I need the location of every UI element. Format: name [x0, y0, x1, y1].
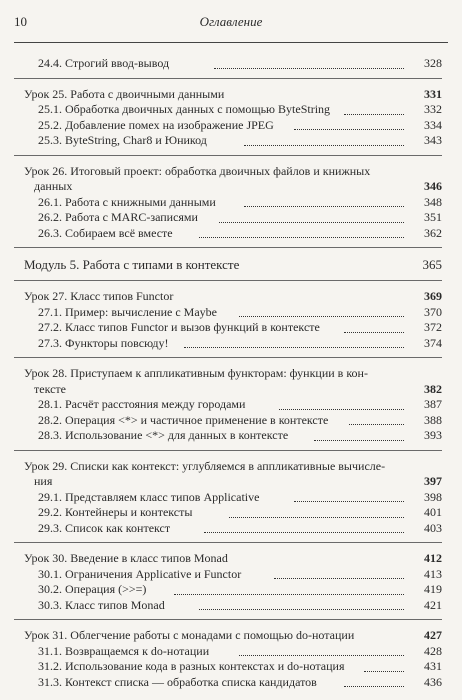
toc-page-number: 403: [424, 520, 442, 535]
dot-leader: [344, 114, 404, 115]
toc-section: [14, 451, 442, 544]
toc-entry-title: 31.2. Использование кода в разных контекстах и do-нотация: [38, 659, 345, 673]
dot-leader: [184, 347, 404, 348]
toc-page-number: 332: [424, 102, 442, 116]
dot-leader: [244, 145, 404, 146]
toc-lesson-row[interactable]: [14, 289, 442, 305]
toc-page-number: 382: [424, 381, 442, 396]
running-title: Оглавление: [199, 14, 263, 29]
toc-page-number: 370: [424, 304, 442, 319]
toc-page-number: 436: [424, 674, 442, 689]
dot-leader: [229, 517, 404, 518]
dot-leader: [239, 655, 404, 656]
toc-entry-title: Урок 29. Списки как контекст: углубляемся в аппликативные вычисле-: [24, 458, 386, 473]
toc-lesson-row[interactable]: [14, 459, 442, 475]
toc-entry-title: 28.1. Расчёт расстояния между городами: [38, 397, 246, 411]
toc-subsection-row[interactable]: [14, 505, 442, 521]
toc-subsection-row[interactable]: [14, 413, 442, 429]
toc-page-number: 374: [424, 335, 442, 350]
toc-page-number: 369: [424, 289, 442, 303]
toc-entry-title: Урок 30. Введение в класс типов Monad: [24, 551, 228, 565]
toc-lesson-row[interactable]: [14, 382, 442, 398]
toc-entry-title: 27.2. Класс типов Functor и вызов функций в контексте: [38, 320, 320, 334]
toc-page-number: 362: [424, 225, 442, 240]
toc-entry-title: 25.3. ByteString, Char8 и Юникод: [38, 133, 207, 147]
toc-page-number: 346: [424, 179, 442, 193]
toc-subsection-row[interactable]: [14, 598, 442, 614]
toc-entry-title: Урок 25. Работа с двоичными данными: [24, 86, 225, 101]
toc-page-number: 331: [424, 86, 442, 101]
dot-leader: [344, 332, 404, 333]
toc-section: [14, 620, 442, 696]
toc-entry-title: 27.1. Пример: вычисление с Maybe: [38, 304, 217, 319]
toc-entry-title: 29.2. Контейнеры и контексты: [38, 505, 193, 519]
toc-section: [14, 358, 442, 451]
dot-leader: [239, 316, 404, 317]
toc-page-number: 431: [424, 659, 442, 673]
toc-entry-title: 31.3. Контекст списка — обработка списка кандидатов: [38, 674, 317, 689]
dot-leader: [174, 594, 404, 595]
toc-page-number: 351: [424, 210, 442, 224]
toc-section: [14, 79, 442, 156]
toc-subsection-row[interactable]: [14, 675, 442, 691]
dot-leader: [314, 440, 404, 441]
toc-page-number: 428: [424, 643, 442, 658]
toc-lesson-row[interactable]: [14, 179, 442, 195]
toc-page-number: 413: [424, 566, 442, 581]
toc-page-number: 397: [424, 474, 442, 488]
toc-lesson-row[interactable]: [14, 164, 442, 180]
dot-leader: [214, 68, 404, 69]
toc-subsection-row[interactable]: [14, 490, 442, 506]
toc-subsection-row[interactable]: [14, 320, 442, 336]
toc-entry-title: 31.1. Возвращаемся к do-нотации: [38, 643, 210, 658]
toc-entry-title: 29.3. Список как контекст: [38, 520, 171, 535]
toc-page-number: 427: [424, 628, 442, 642]
toc-entry-title: 26.1. Работа с книжными данными: [38, 194, 216, 209]
toc-lesson-row[interactable]: [14, 474, 442, 490]
toc-entry-title: тексте: [34, 381, 66, 396]
toc-lesson-row[interactable]: [14, 87, 442, 103]
toc-entry-title: 28.2. Операция <*> и частичное применение в контексте: [38, 412, 329, 427]
toc-entry-title: ния: [34, 474, 53, 488]
toc-subsection-row[interactable]: [14, 133, 442, 149]
toc-entry-title: 30.2. Операция (>>=): [38, 582, 147, 596]
toc-entry-title: 25.1. Обработка двоичных данных с помощью ByteString: [38, 102, 331, 116]
toc-subsection-row[interactable]: [14, 210, 442, 226]
toc-subsection-row[interactable]: [14, 102, 442, 118]
toc-subsection-row[interactable]: [14, 336, 442, 352]
dot-leader: [274, 578, 404, 579]
toc-subsection-row[interactable]: [14, 195, 442, 211]
toc-lesson-row[interactable]: [14, 628, 442, 644]
dot-leader: [294, 501, 404, 502]
dot-leader: [294, 129, 404, 130]
toc-entry-title: 24.4. Строгий ввод-вывод: [38, 56, 170, 70]
toc-entry-title: данных: [34, 179, 73, 193]
toc-section: [14, 248, 442, 281]
dot-leader: [349, 424, 404, 425]
toc-entry-title: Урок 27. Класс типов Functor: [24, 289, 174, 303]
toc-subsection-row[interactable]: [14, 226, 442, 242]
toc-entry-title: Урок 31. Облегчение работы с монадами с помощью do-нотации: [24, 628, 355, 642]
toc-lesson-row[interactable]: [14, 366, 442, 382]
page-number: 10: [14, 14, 27, 29]
toc-page-number: 412: [424, 551, 442, 565]
toc-module-row[interactable]: [14, 256, 442, 274]
toc-subsection-row[interactable]: [14, 567, 442, 583]
toc-subsection-row[interactable]: [14, 305, 442, 321]
toc-entry-title: 28.3. Использование <*> для данных в контексте: [38, 428, 289, 442]
toc-subsection-row[interactable]: [14, 428, 442, 444]
toc-page-number: 348: [424, 194, 442, 209]
toc-entry-title: 26.3. Собираем всё вместе: [38, 225, 173, 240]
dot-leader: [364, 671, 404, 672]
dot-leader: [244, 206, 404, 207]
toc-entry-title: Модуль 5. Работа с типами в контексте: [24, 257, 240, 272]
toc-subsection-row[interactable]: [14, 56, 442, 72]
toc-page-number: 388: [424, 412, 442, 427]
toc-page-number: 328: [424, 56, 442, 70]
toc-section: [14, 281, 442, 358]
toc-entry-title: Урок 28. Приступаем к аппликативным функторам: функции в кон-: [24, 366, 368, 380]
toc-page-number: 387: [424, 397, 442, 411]
toc-subsection-row[interactable]: [14, 659, 442, 675]
toc-entry-title: 30.3. Класс типов Monad: [38, 597, 165, 612]
toc-subsection-row[interactable]: [14, 644, 442, 660]
toc-entry-title: 25.2. Добавление помех на изображение JPEG: [38, 117, 274, 132]
dot-leader: [219, 222, 404, 223]
toc-entry-title: 26.2. Работа с MARC-записями: [38, 210, 198, 224]
toc-entry-title: 29.1. Представляем класс типов Applicative: [38, 489, 260, 504]
toc-page-number: 343: [424, 133, 442, 147]
toc-subsection-row[interactable]: [14, 582, 442, 598]
header-rule: [14, 42, 448, 43]
toc-page-number: 398: [424, 489, 442, 504]
toc-page-number: 421: [424, 597, 442, 612]
toc-subsection-row[interactable]: [14, 521, 442, 537]
toc-entry-title: Урок 26. Итоговый проект: обработка двоичных файлов и книжных: [24, 163, 371, 178]
toc-page-number: 393: [424, 428, 442, 442]
toc-entry-title: 27.3. Функторы повсюду!: [38, 335, 169, 350]
toc-subsection-row[interactable]: [14, 397, 442, 413]
page-header: [0, 14, 462, 44]
toc-page-number: 334: [424, 117, 442, 132]
dot-leader: [199, 609, 404, 610]
toc-section: [14, 543, 442, 620]
dot-leader: [204, 532, 404, 533]
toc-section: [14, 48, 442, 79]
toc-entry-title: 30.1. Ограничения Applicative и Functor: [38, 566, 242, 581]
dot-leader: [344, 686, 404, 687]
toc-page-number: 401: [424, 505, 442, 519]
dot-leader: [199, 237, 404, 238]
table-of-contents: [0, 48, 462, 696]
toc-page-number: 365: [422, 257, 442, 272]
toc-section: [14, 156, 442, 249]
toc-page-number: 419: [424, 582, 442, 596]
toc-page-number: 372: [424, 320, 442, 334]
dot-leader: [279, 409, 404, 410]
toc-lesson-row[interactable]: [14, 551, 442, 567]
toc-subsection-row[interactable]: [14, 118, 442, 134]
